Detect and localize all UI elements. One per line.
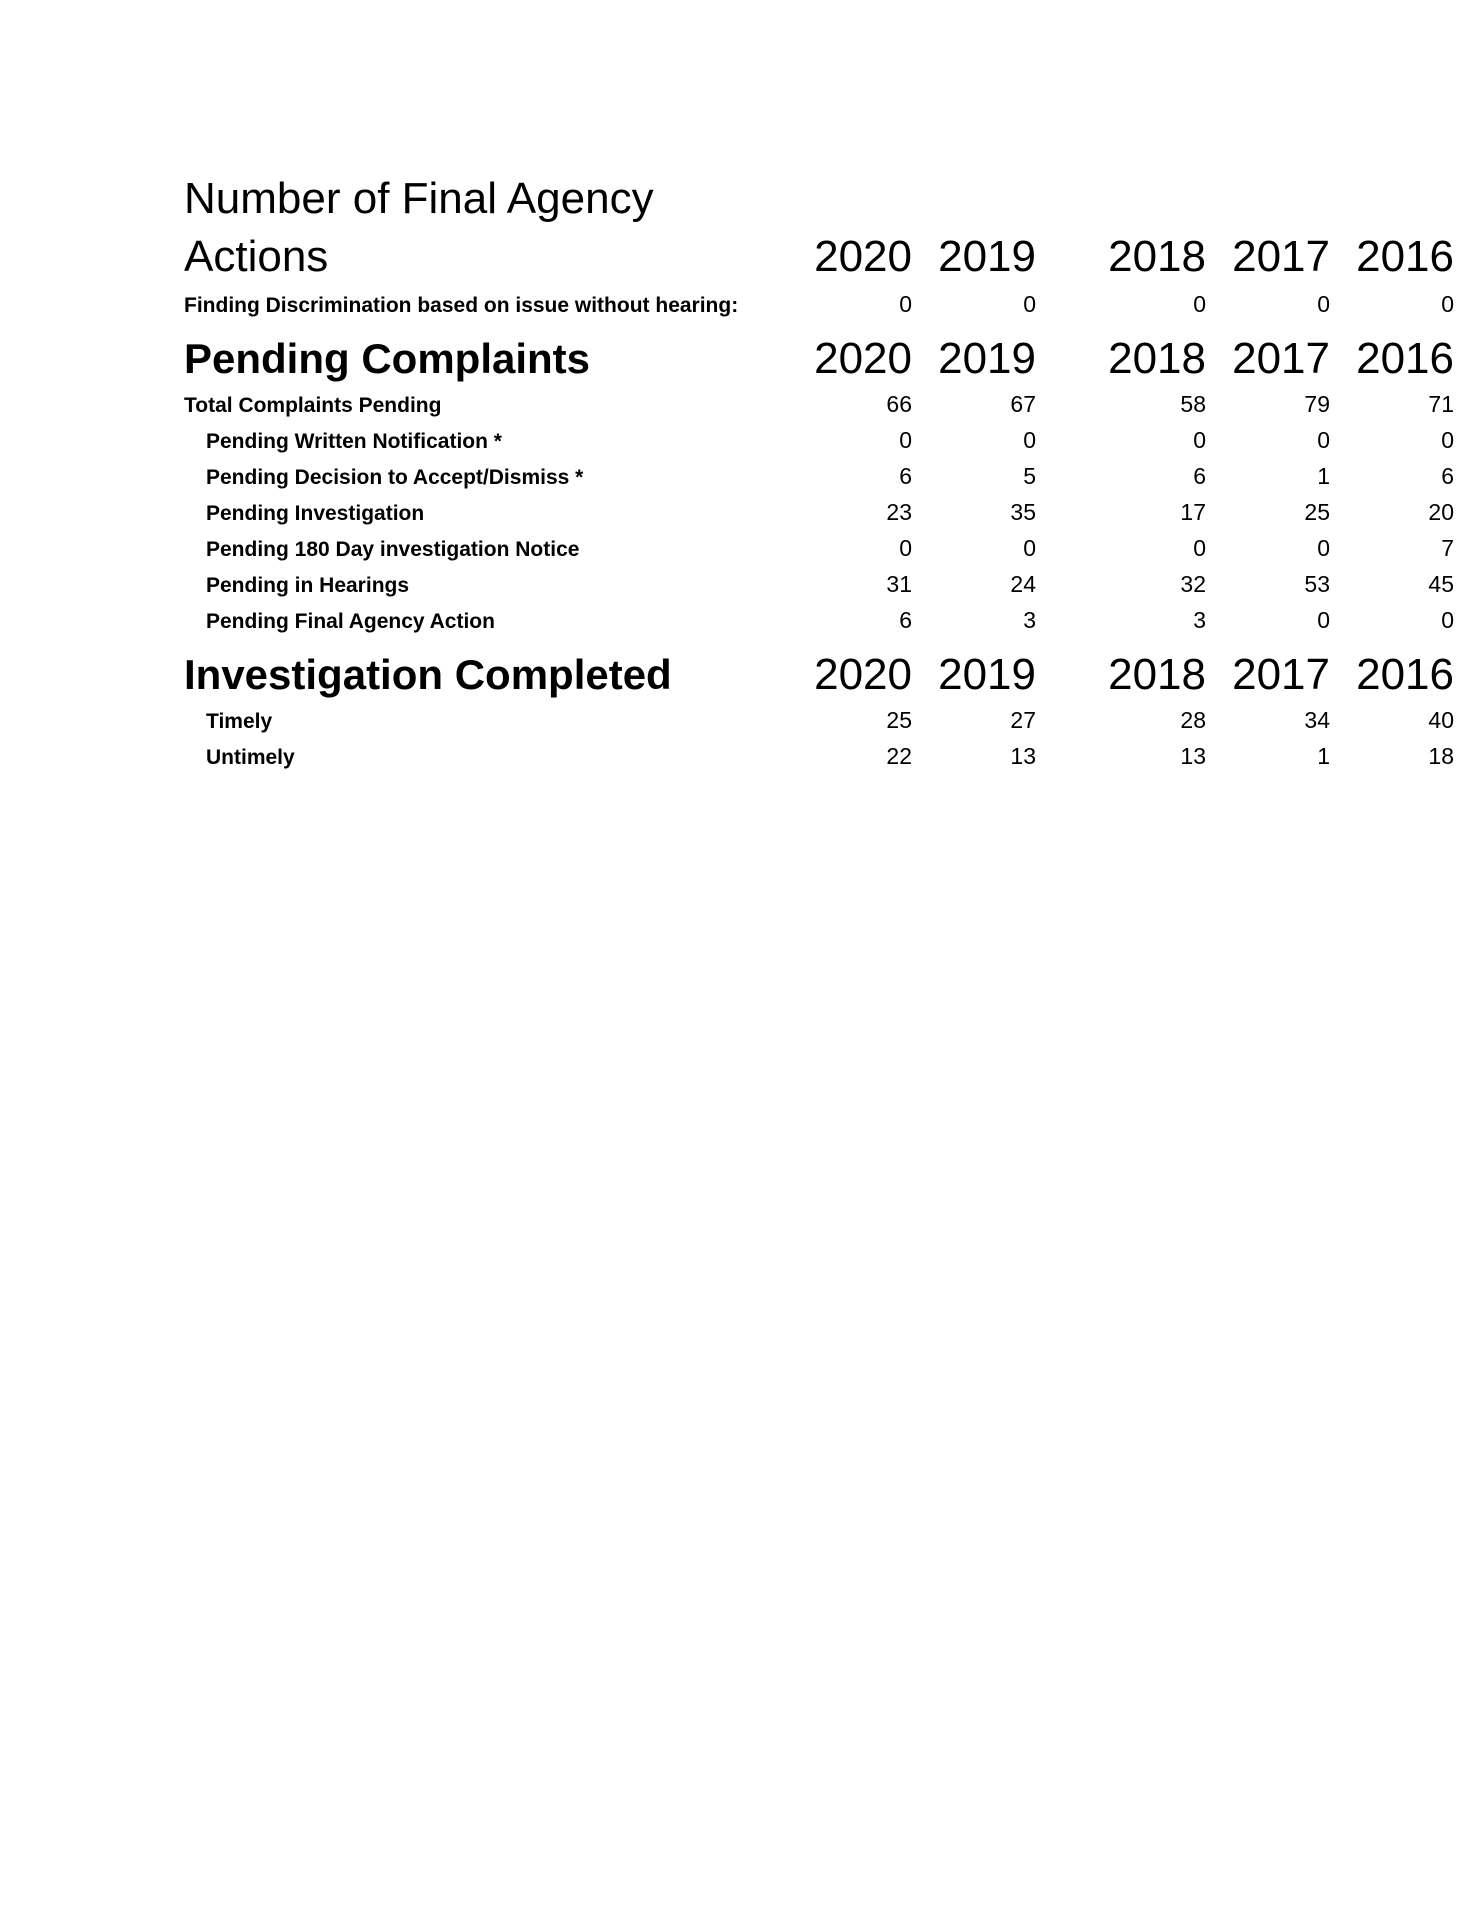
final-agency-actions-title-line1: Number of Final Agency <box>184 174 654 223</box>
final-agency-actions-title-line2: Actions <box>184 232 329 281</box>
eeo-statistics-report <box>184 170 1454 774</box>
value-cell: 6 <box>1193 463 1206 489</box>
value-cell: 22 <box>886 743 912 769</box>
year-header-cell: 2016 <box>1356 650 1454 699</box>
value-cell: 0 <box>1317 291 1330 317</box>
value-cell: 23 <box>886 499 912 525</box>
value-cell: 13 <box>1010 743 1036 769</box>
value-cell: 0 <box>1441 291 1454 317</box>
value-cell: 28 <box>1180 707 1206 733</box>
value-cell: 67 <box>1010 391 1036 417</box>
value-cell: 0 <box>1023 427 1036 453</box>
investigation-completed-title: Investigation Completed <box>184 651 672 698</box>
row-label: Pending 180 Day investigation Notice <box>206 538 580 561</box>
row-label: Pending Written Notification * <box>206 430 502 453</box>
value-cell: 79 <box>1304 391 1330 417</box>
table-row <box>184 738 1454 774</box>
table-row <box>184 458 1454 494</box>
value-cell: 6 <box>899 463 912 489</box>
value-cell: 0 <box>899 291 912 317</box>
value-cell: 45 <box>1428 571 1454 597</box>
value-cell: 6 <box>899 607 912 633</box>
value-cell: 32 <box>1180 571 1206 597</box>
pending-complaints-header <box>184 332 1454 386</box>
row-label: Timely <box>206 710 273 733</box>
value-cell: 0 <box>1441 607 1454 633</box>
year-header-cell: 2020 <box>814 650 912 699</box>
year-header-cell: 2018 <box>1108 232 1206 281</box>
value-cell: 0 <box>1441 427 1454 453</box>
value-cell: 18 <box>1428 743 1454 769</box>
year-header-cell: 2019 <box>938 334 1036 383</box>
value-cell: 6 <box>1441 463 1454 489</box>
year-header-cell: 2018 <box>1108 334 1206 383</box>
value-cell: 71 <box>1428 391 1454 417</box>
value-cell: 20 <box>1428 499 1454 525</box>
value-cell: 0 <box>1193 291 1206 317</box>
value-cell: 40 <box>1428 707 1454 733</box>
row-label: Finding Discrimination based on issue without hearing: <box>184 294 739 317</box>
year-header-cell: 2020 <box>814 334 912 383</box>
value-cell: 35 <box>1010 499 1036 525</box>
value-cell: 0 <box>1317 535 1330 561</box>
table-row <box>184 286 1454 322</box>
row-label: Pending Final Agency Action <box>206 610 495 633</box>
investigation-completed-header <box>184 648 1454 702</box>
year-header-cell: 2017 <box>1232 232 1330 281</box>
value-cell: 3 <box>1023 607 1036 633</box>
value-cell: 25 <box>886 707 912 733</box>
year-header-cell: 2017 <box>1232 650 1330 699</box>
value-cell: 3 <box>1193 607 1206 633</box>
value-cell: 0 <box>1023 535 1036 561</box>
row-label: Untimely <box>206 746 295 769</box>
value-cell: 66 <box>886 391 912 417</box>
row-label: Pending Decision to Accept/Dismiss * <box>206 466 584 489</box>
year-header-cell: 2016 <box>1356 334 1454 383</box>
year-header-cell: 2018 <box>1108 650 1206 699</box>
year-header-cell: 2016 <box>1356 232 1454 281</box>
year-header-cell: 2019 <box>938 232 1036 281</box>
value-cell: 0 <box>1023 291 1036 317</box>
value-cell: 13 <box>1180 743 1206 769</box>
final-agency-actions-year-header <box>184 228 1454 286</box>
value-cell: 0 <box>899 427 912 453</box>
value-cell: 0 <box>1193 427 1206 453</box>
value-cell: 24 <box>1010 571 1036 597</box>
table-row <box>184 702 1454 738</box>
value-cell: 31 <box>886 571 912 597</box>
row-label: Pending in Hearings <box>206 574 410 597</box>
year-header-cell: 2017 <box>1232 334 1330 383</box>
row-label: Total Complaints Pending <box>184 394 442 417</box>
final-agency-actions-section <box>184 170 1454 286</box>
value-cell: 5 <box>1023 463 1036 489</box>
table-row <box>184 494 1454 530</box>
value-cell: 0 <box>899 535 912 561</box>
year-header-cell: 2020 <box>814 232 912 281</box>
value-cell: 53 <box>1304 571 1330 597</box>
value-cell: 17 <box>1180 499 1206 525</box>
value-cell: 27 <box>1010 707 1036 733</box>
value-cell: 1 <box>1317 463 1330 489</box>
value-cell: 58 <box>1180 391 1206 417</box>
pending-complaints-title: Pending Complaints <box>184 335 591 382</box>
table-row <box>184 422 1454 458</box>
table-row <box>184 386 1454 422</box>
table-row <box>184 530 1454 566</box>
value-cell: 1 <box>1317 743 1330 769</box>
year-header-cell: 2019 <box>938 650 1036 699</box>
value-cell: 34 <box>1304 707 1330 733</box>
value-cell: 0 <box>1193 535 1206 561</box>
value-cell: 25 <box>1304 499 1330 525</box>
value-cell: 0 <box>1317 607 1330 633</box>
table-row <box>184 566 1454 602</box>
value-cell: 0 <box>1317 427 1330 453</box>
table-row <box>184 602 1454 638</box>
row-label: Pending Investigation <box>206 502 425 525</box>
value-cell: 7 <box>1441 535 1454 561</box>
